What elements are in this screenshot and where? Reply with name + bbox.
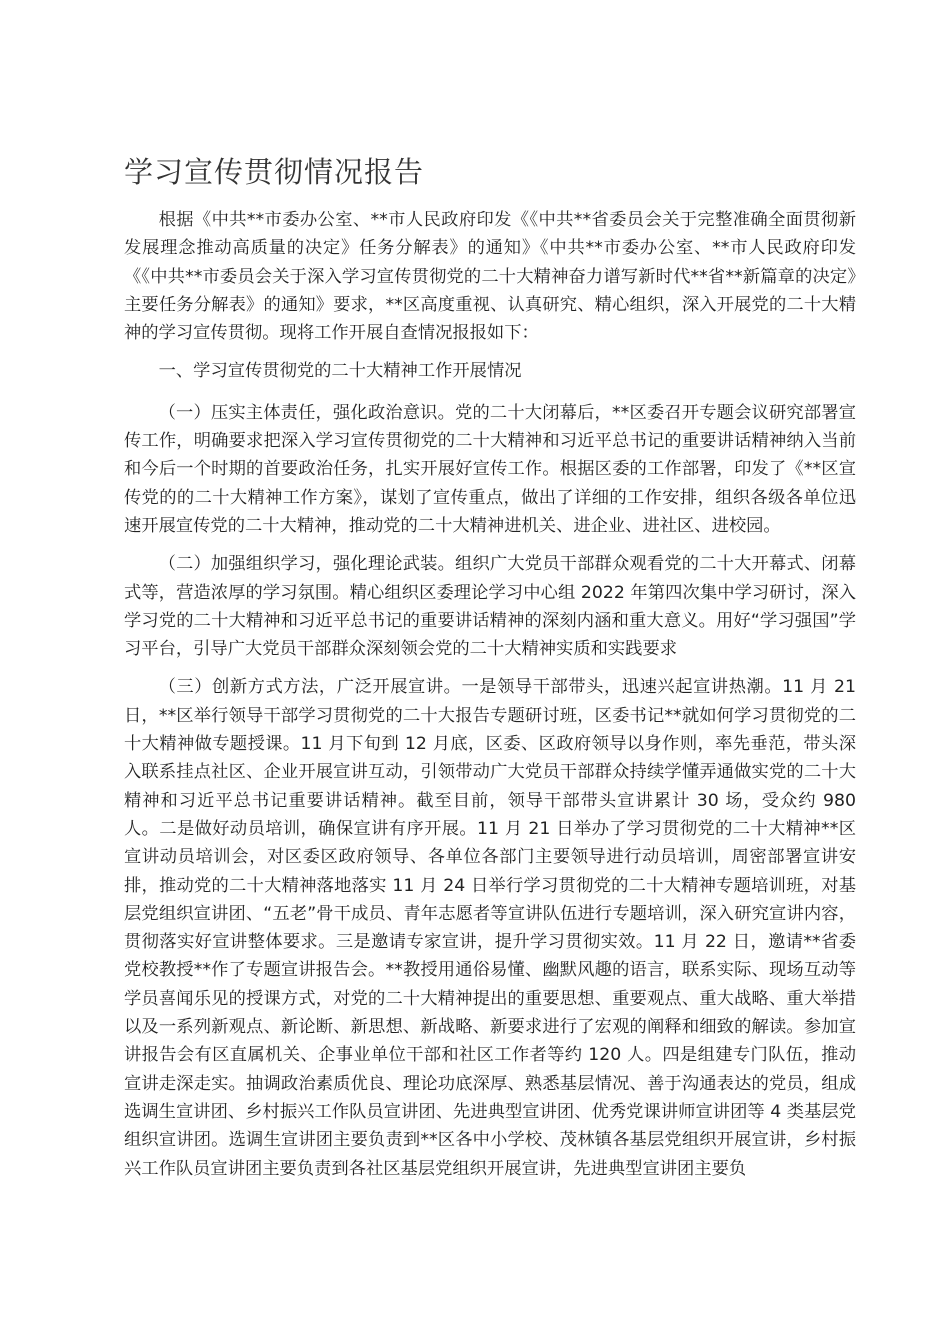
intro-paragraph: 根据《中共**市委办公室、**市人民政府印发《《中共**省委员会关于完整准确全面贯彻新发展理念推动高质量的决定》任务分解表》的通知》《中共**市委办公室、**市人民政府印发《《中共**市委员会关于深入学习宣传贯彻党的二十大精神奋力谱写新时代**省**新篇章的决定》主要任务分解表》的通知》要求，**区高度重视、认真研究、精心组织，深入开展党的二十大精神的学习宣传贯彻。现将工作开展自查情况报报如下： — [124, 210, 856, 344]
document-title: 学习宣传贯彻情况报告 — [124, 155, 425, 189]
section-heading: 一、学习宣传贯彻党的二十大精神工作开展情况 — [158, 361, 522, 382]
body-paragraph-3: （三）创新方式方法，广泛开展宣讲。一是领导干部带头，迅速兴起宣讲热潮。11 月 21 日，**区举行领导干部学习贯彻党的二十大报告专题研讨班，区委书记**就如何学习贯彻党的二十大精神做专题授课。11 月下旬到 12 月底，区委、区政府领导以身作则，率先垂范，带头深入联系挂点社区、企业开展宣讲互动，引领带动广大党员干部群众持续学懂弄通做实党的二十大精神和习近平总书记重要讲话精神。截至目前，领导干部带头宣讲累计 30 场，受众约 980 人。二是做好动员培训，确保宣讲有序开展。11 月 21 日举办了学习贯彻党的二十大精神**区宣讲动员培训会，对区委区政府领导、各单位各部门主要领导进行动员培训，周密部署宣讲安排，推动党的二十大精神落地落实 11 月 24 日举行学习贯彻党的二十大精神专题培训班，对基层党组织宣讲团、“五老”骨干成员、青年志愿者等宣讲队伍进行专题培训，深入研究宣讲内容，贯彻落实好宣讲整体要求。三是邀请专家宣讲，提升学习贯彻实效。11 月 22 日，邀请**省委党校教授**作了专题宣讲报告会。**教授用通俗易懂、幽默风趣的语言，联系实际、现场互动等学员喜闻乐见的授课方式，对党的二十大精神提出的重要思想、重要观点、重大战略、重大举措以及一系列新观点、新论断、新思想、新战略、新要求进行了宏观的阐释和细致的解读。参加宣讲报告会有区直属机关、企事业单位干部和社区工作者等约 120 人。四是组建专门队伍，推动宣讲走深走实。抽调政治素质优良、理论功底深厚、熟悉基层情况、善于沟通表达的党员，组成选调生宣讲团、乡村振兴工作队员宣讲团、先进典型宣讲团、优秀党课讲师宣讲团等 4 类基层党组织宣讲团。选调生宣讲团主要负责到**区各中小学校、茂林镇各基层党组织开展宣讲，乡村振兴工作队员宣讲团主要负责到各社区基层党组织开展宣讲，先进典型宣讲团主要负 — [124, 677, 856, 1179]
document-body — [124, 206, 856, 1193]
body-paragraph-2: （二）加强组织学习，强化理论武装。组织广大党员干部群众观看党的二十大开幕式、闭幕式等，营造浓厚的学习氛围。精心组织区委理论学习中心组 2022 年第四次集中学习研讨，深入学习党的二十大精神和习近平总书记的重要讲话精神的深刻内涵和重大意义。用好“学习强国”学习平台，引导广大党员干部群众深刻领会党的二十大精神实质和实践要求 — [124, 554, 856, 660]
body-paragraph-1: （一）压实主体责任，强化政治意识。党的二十大闭幕后，**区委召开专题会议研究部署宣传工作，明确要求把深入学习宣传贯彻党的二十大精神和习近平总书记的重要讲话精神纳入当前和今后一个时期的首要政治任务，扎实开展好宣传工作。根据区委的工作部署，印发了《**区宣传党的的二十大精神工作方案》，谋划了宣传重点，做出了详细的工作安排，组织各级各单位迅速开展宣传党的二十大精神，推动党的二十大精神进机关、进企业、进社区、进校园。 — [124, 402, 856, 536]
